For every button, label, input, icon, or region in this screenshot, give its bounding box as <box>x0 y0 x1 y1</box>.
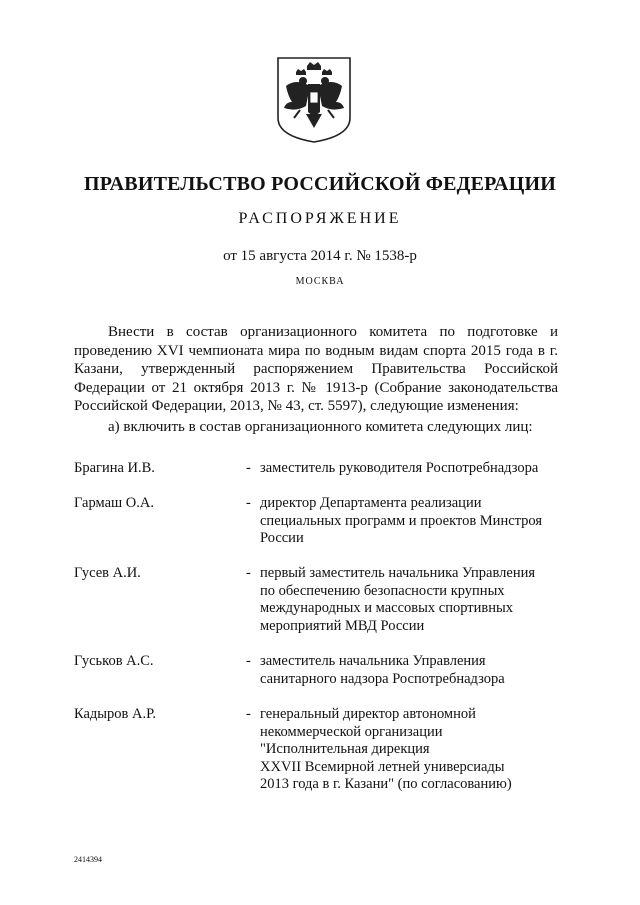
member-position <box>260 565 560 635</box>
member-dash: - <box>246 653 251 669</box>
member-name: Кадыров А.Р. <box>74 706 156 722</box>
position-line: мероприятий МВД России <box>260 617 425 634</box>
position-line: санитарного надзора Роспотребнадзора <box>260 670 505 687</box>
position-line: первый заместитель начальника Управления <box>260 565 536 581</box>
member-name: Гусев А.И. <box>74 565 141 581</box>
position-line: заместитель начальника Управления <box>260 653 486 669</box>
position-line: специальных программ и проектов Минстроя <box>260 512 543 529</box>
position-line: XXVII Всемирной летней универсиады <box>260 758 505 775</box>
position-line: "Исполнительная дирекция <box>260 741 430 758</box>
position-line: директор Департамента реализации <box>260 495 482 511</box>
position-line: генеральный директор автономной <box>260 706 476 722</box>
member-dash: - <box>246 495 251 511</box>
member-name: Гармаш О.А. <box>74 495 154 511</box>
member-position <box>260 706 560 794</box>
member-position <box>260 460 560 478</box>
page-title: ПРАВИТЕЛЬСТВО РОССИЙСКОЙ ФЕДЕРАЦИИ <box>84 173 556 195</box>
position-line: России <box>260 530 304 547</box>
member-dash: - <box>246 706 251 722</box>
position-line: 2013 года в г. Казани" (по согласованию) <box>260 776 512 793</box>
member-name: Гуськов А.С. <box>74 653 154 669</box>
member-dash: - <box>246 565 251 581</box>
member-position <box>260 653 560 688</box>
member-dash: - <box>246 460 251 476</box>
document-code: 2414394 <box>74 855 102 864</box>
position-line: некоммерческой организации <box>260 723 443 740</box>
position-line: заместитель руководителя Роспотребнадзора <box>260 460 539 476</box>
document-type: РАСПОРЯЖЕНИЕ <box>238 210 402 227</box>
city-label: МОСКВА <box>295 276 345 287</box>
position-line: международных и массовых спортивных <box>260 600 513 617</box>
intro-paragraph: Внести в состав организационного комитета по подготовке и проведению XVI чемпионата мира по водным видам спорта 2015 года в г. Казани, утвержденный распоряжением Правительства Российской Федерации от 21 октября 2013 г. № 1913-р (Собрание законодательства Российской Федерации, 2013, № 43, ст. 5597), следующие изменения: <box>74 324 558 415</box>
position-line: по обеспечению безопасности крупных <box>260 582 505 599</box>
document-date-number: от 15 августа 2014 г. № 1538-р <box>223 248 417 264</box>
item-a-text: а) включить в состав организационного комитета следующих лиц: <box>108 419 533 435</box>
member-position <box>260 495 560 548</box>
russian-coat-of-arms-icon <box>276 56 352 144</box>
member-name: Брагина И.В. <box>74 460 155 476</box>
